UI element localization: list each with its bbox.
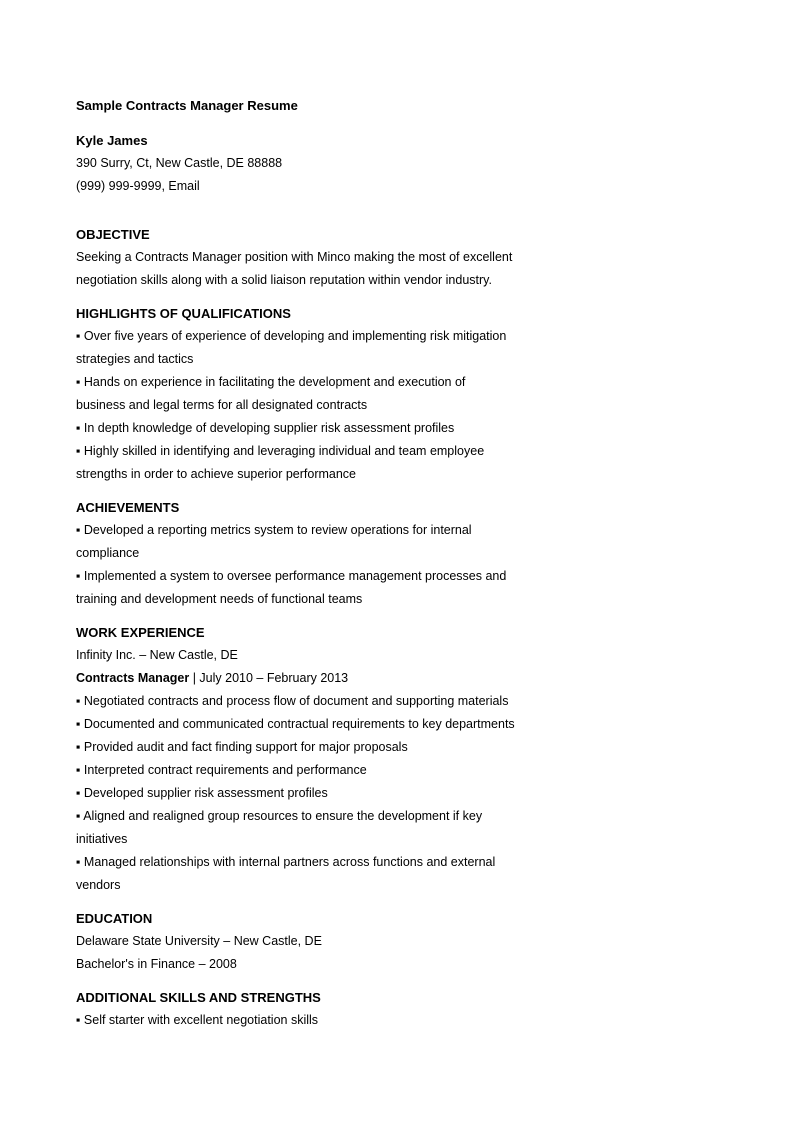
resume-page [76, 96, 556, 1032]
skills-section [76, 986, 556, 1032]
work-role-line [76, 667, 556, 690]
skills-heading: ADDITIONAL SKILLS AND STRENGTHS [76, 990, 321, 1005]
achievements-line: training and development needs of functional teams [76, 592, 363, 606]
objective-line: Seeking a Contracts Manager position with Minco making the most of excellent [76, 250, 513, 264]
highlights-line: ▪ Over five years of experience of developing and implementing risk mitigation [76, 329, 507, 343]
achievements-line: compliance [76, 546, 140, 560]
highlights-section [76, 302, 556, 486]
education-line: Delaware State University – New Castle, DE [76, 934, 322, 948]
achievements-line: ▪ Developed a reporting metrics system to review operations for internal [76, 523, 472, 537]
work-line: vendors [76, 878, 121, 892]
objective-section [76, 223, 556, 292]
work-heading: WORK EXPERIENCE [76, 625, 205, 640]
work-line: ▪ Managed relationships with internal partners across functions and external [76, 855, 496, 869]
work-line: ▪ Aligned and realigned group resources to ensure the development if key [76, 809, 483, 823]
highlights-line: ▪ In depth knowledge of developing supplier risk assessment profiles [76, 421, 455, 435]
achievements-heading: ACHIEVEMENTS [76, 500, 180, 515]
highlights-line: strengths in order to achieve superior performance [76, 467, 357, 481]
achievements-line: ▪ Implemented a system to oversee performance management processes and [76, 569, 507, 583]
candidate-name: Kyle James [76, 133, 148, 148]
objective-heading: OBJECTIVE [76, 227, 150, 242]
work-company: Infinity Inc. – New Castle, DE [76, 648, 238, 662]
achievements-section [76, 496, 556, 611]
work-line: ▪ Developed supplier risk assessment profiles [76, 786, 328, 800]
highlights-heading: HIGHLIGHTS OF QUALIFICATIONS [76, 306, 291, 321]
skills-line: ▪ Self starter with excellent negotiation skills [76, 1013, 319, 1027]
work-line: ▪ Interpreted contract requirements and performance [76, 763, 367, 777]
work-line: initiatives [76, 832, 128, 846]
document-title: Sample Contracts Manager Resume [76, 98, 298, 113]
highlights-line: business and legal terms for all designated contracts [76, 398, 368, 412]
address-line: 390 Surry, Ct, New Castle, DE 88888 [76, 156, 283, 170]
education-heading: EDUCATION [76, 911, 153, 926]
work-line: ▪ Provided audit and fact finding support for major proposals [76, 740, 408, 754]
highlights-line: ▪ Hands on experience in facilitating the development and execution of [76, 375, 466, 389]
work-role: Contracts Manager [76, 671, 190, 685]
objective-line: negotiation skills along with a solid liaison reputation within vendor industry. [76, 273, 492, 287]
education-section [76, 907, 556, 976]
education-line: Bachelor's in Finance – 2008 [76, 957, 237, 971]
highlights-line: strategies and tactics [76, 352, 194, 366]
highlights-line: ▪ Highly skilled in identifying and leveraging individual and team employee [76, 444, 485, 458]
work-line: ▪ Documented and communicated contractual requirements to key departments [76, 717, 515, 731]
work-line: ▪ Negotiated contracts and process flow of document and supporting materials [76, 694, 509, 708]
work-section [76, 621, 556, 897]
contact-block [76, 129, 556, 198]
phone-email-line: (999) 999-9999, Email [76, 179, 200, 193]
work-dates: | July 2010 – February 2013 [189, 671, 349, 685]
